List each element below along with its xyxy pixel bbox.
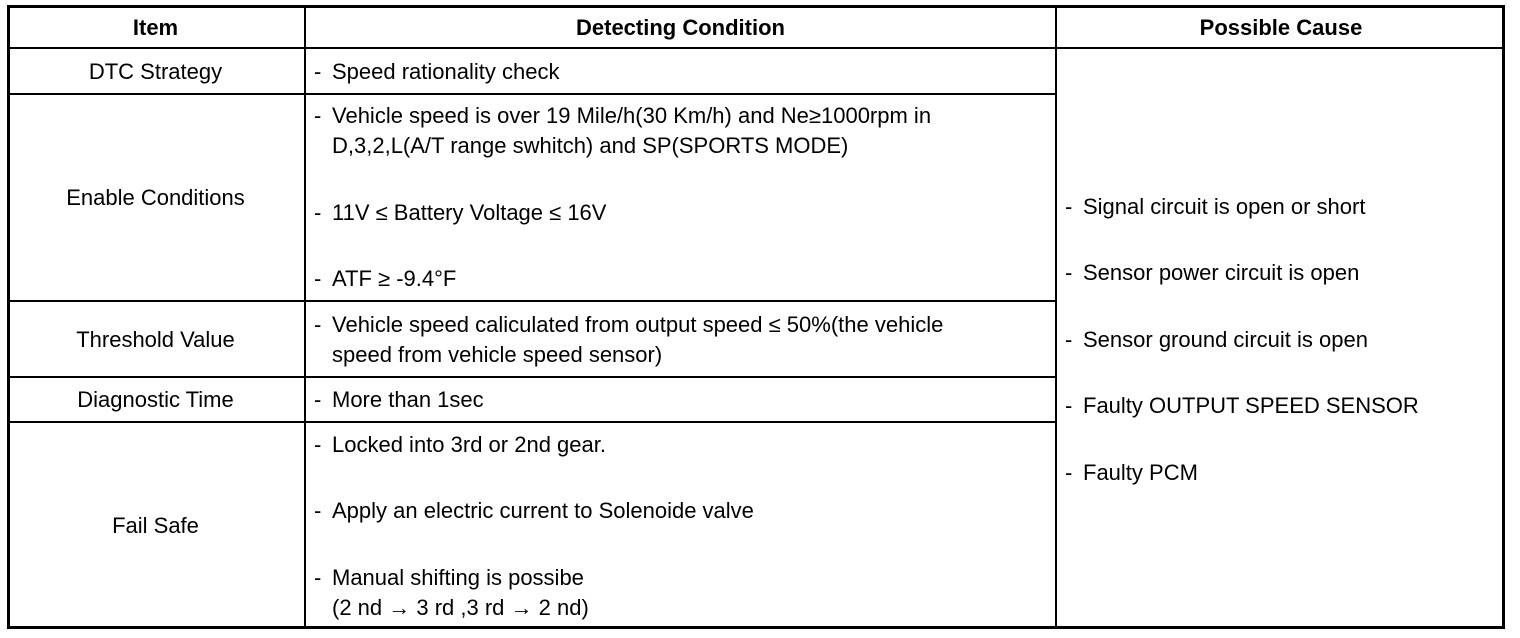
row-divider [7, 300, 1056, 302]
condition-fail-safe-3 [314, 563, 584, 593]
condition-text: Locked into 3rd or 2nd gear. [332, 432, 606, 457]
condition-text: Vehicle speed caliculated from output speed ≤ 50%(the vehicle [332, 312, 944, 337]
bullet: - [314, 200, 322, 225]
bullet: - [1065, 194, 1073, 219]
cause-text: Sensor ground circuit is open [1083, 327, 1368, 352]
cause-item [1065, 391, 1419, 421]
condition-threshold [314, 310, 943, 340]
bullet: - [314, 103, 322, 128]
condition-enable-3 [314, 264, 456, 294]
condition-fail-safe-3-cont: (2 nd → 3 rd ,3 rd → 2 nd) [332, 595, 589, 620]
cause-item [1065, 458, 1198, 488]
header-item: Item [132, 15, 179, 40]
header-detecting-condition: Detecting Condition [576, 15, 785, 40]
bullet: - [314, 312, 322, 337]
cause-item [1065, 325, 1368, 355]
header-divider [7, 47, 1505, 49]
condition-text: Vehicle speed is over 19 Mile/h(30 Km/h) and Ne≥1000rpm in [332, 103, 932, 128]
item-threshold-value: Threshold Value [76, 327, 235, 352]
bullet: - [314, 266, 322, 291]
condition-text: ATF ≥ -9.4°F [332, 266, 457, 291]
condition-enable-1-cont: D,3,2,L(A/T range swhitch) and SP(SPORTS MODE) [332, 133, 849, 158]
condition-dtc-strategy [314, 57, 559, 87]
row-divider [7, 93, 1056, 95]
condition-text: Apply an electric current to Solenoide valve [332, 498, 754, 523]
item-dtc-strategy: DTC Strategy [88, 59, 223, 84]
condition-diagnostic-time [314, 385, 484, 415]
row-divider [7, 376, 1056, 378]
bullet: - [1065, 260, 1073, 285]
cause-text: Faulty OUTPUT SPEED SENSOR [1083, 393, 1419, 418]
condition-text: More than 1sec [332, 387, 484, 412]
cause-text: Faulty PCM [1083, 460, 1198, 485]
condition-enable-1 [314, 101, 931, 131]
item-diagnostic-time: Diagnostic Time [77, 387, 234, 412]
bullet: - [1065, 327, 1073, 352]
bullet: - [314, 498, 322, 523]
cause-text: Signal circuit is open or short [1083, 194, 1366, 219]
condition-text: Speed rationality check [332, 59, 560, 84]
condition-enable-2 [314, 198, 606, 228]
condition-fail-safe-1 [314, 430, 606, 460]
row-divider [7, 421, 1056, 423]
bullet: - [314, 432, 322, 457]
item-fail-safe: Fail Safe [112, 513, 199, 538]
condition-text: 11V ≤ Battery Voltage ≤ 16V [332, 200, 607, 225]
column-divider [304, 5, 306, 629]
column-divider [1055, 5, 1057, 629]
condition-threshold-cont: speed from vehicle speed sensor) [332, 342, 663, 367]
item-enable-conditions: Enable Conditions [66, 185, 245, 210]
bullet: - [314, 565, 322, 590]
header-possible-cause: Possible Cause [1199, 15, 1363, 40]
cause-item [1065, 258, 1359, 288]
bullet: - [1065, 460, 1073, 485]
bullet: - [314, 387, 322, 412]
cause-text: Sensor power circuit is open [1083, 260, 1360, 285]
bullet: - [1065, 393, 1073, 418]
cause-item [1065, 192, 1365, 222]
condition-text: Manual shifting is possibe [332, 565, 584, 590]
condition-fail-safe-2 [314, 496, 754, 526]
bullet: - [314, 59, 322, 84]
